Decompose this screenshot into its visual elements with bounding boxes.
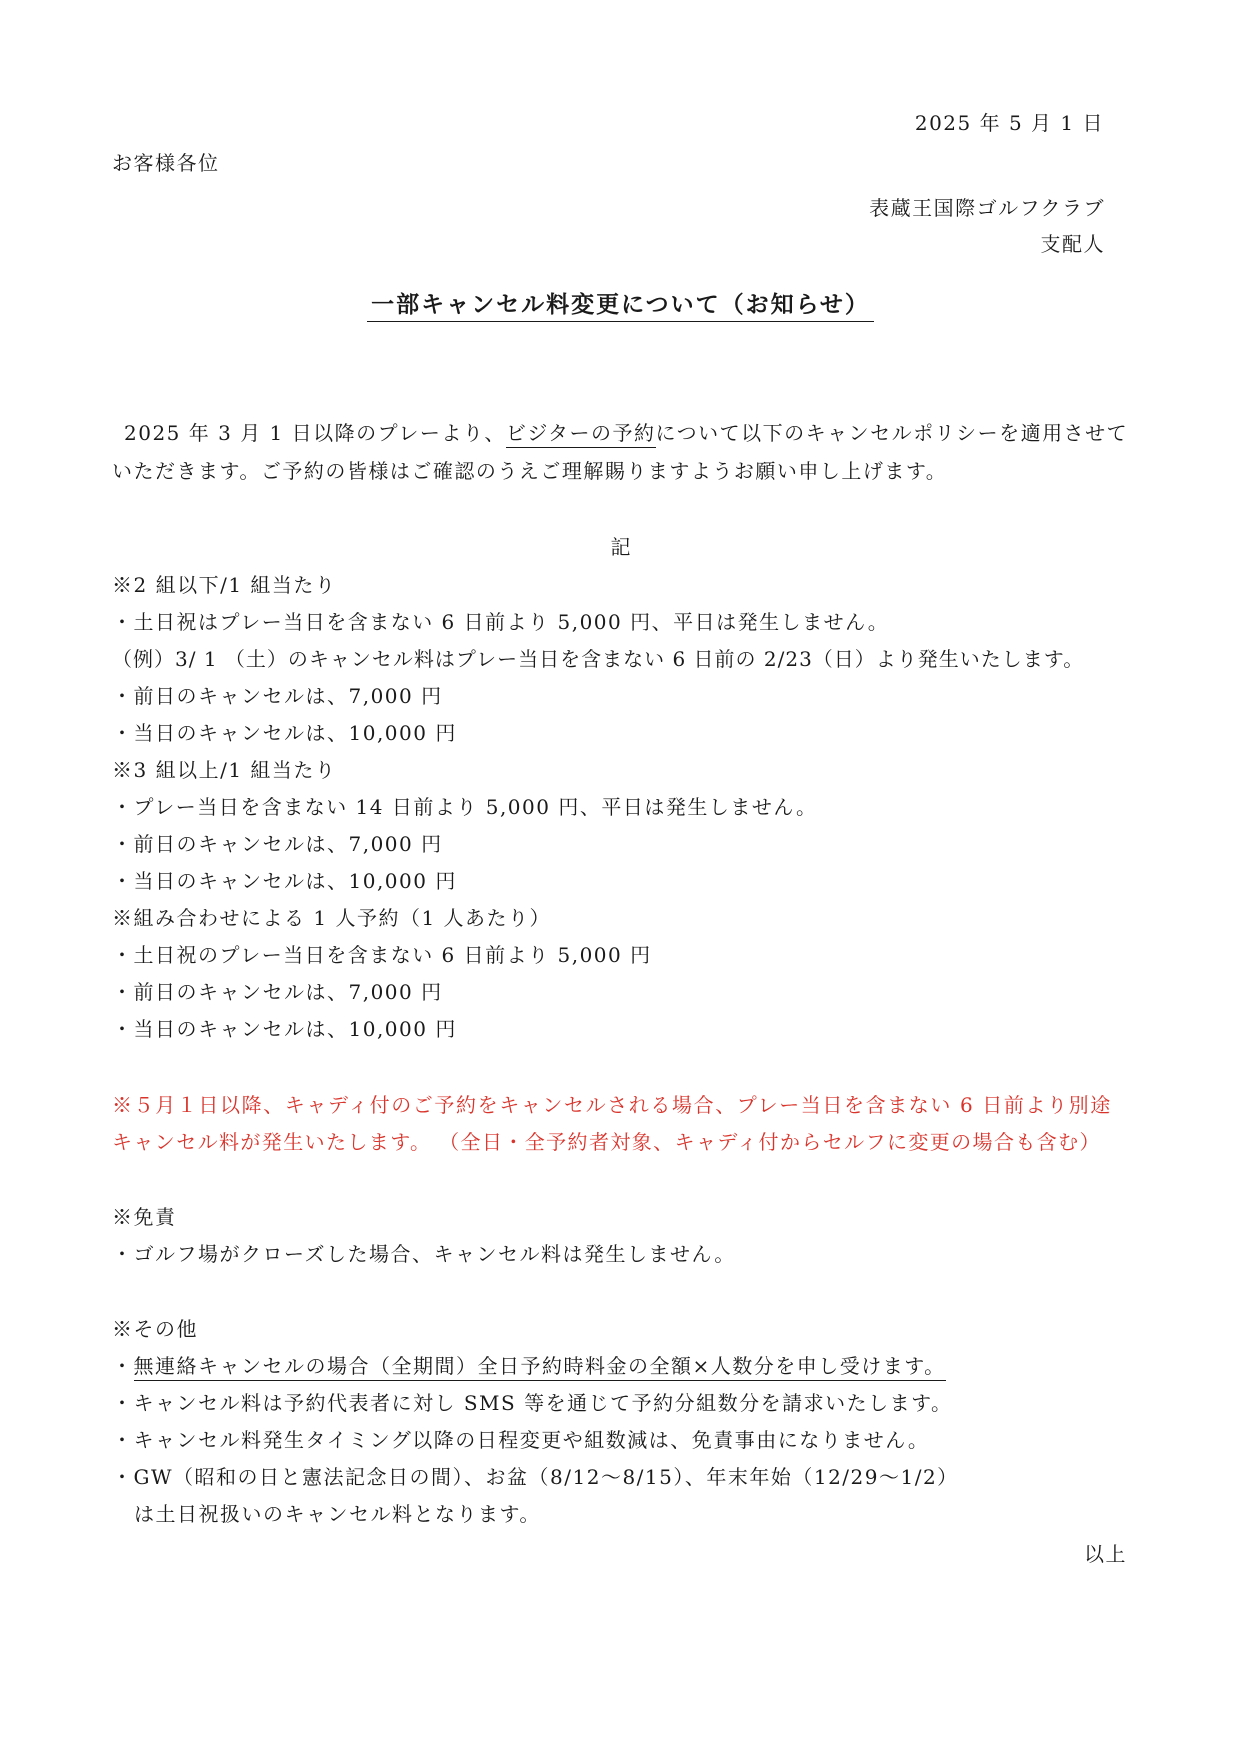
section2-heading: ※3 組以上/1 組当たり <box>112 758 337 782</box>
intro-line-1-suffix: について以下のキャンセルポリシーを適用させて <box>655 421 1129 445</box>
other-line-1-bullet: ・ <box>112 1354 134 1378</box>
intro-line-1-prefix: 2025 年 3 月 1 日以降のプレーより、 <box>124 421 506 445</box>
other-line-3: ・キャンセル料発生タイミング以降の日程変更や組数減は、免責事由になりません。 <box>112 1428 930 1452</box>
sender-organization: 表蔵王国際ゴルフクラブ <box>869 196 1105 220</box>
exemption-heading: ※免責 <box>112 1205 177 1229</box>
recipient: お客様各位 <box>112 151 220 175</box>
section2-line-2: ・前日のキャンセルは、7,000 円 <box>112 832 443 856</box>
document-title <box>0 290 1241 320</box>
section3-line-3: ・当日のキャンセルは、10,000 円 <box>112 1017 457 1041</box>
other-line-1 <box>112 1353 946 1379</box>
other-line-4: ・GW（昭和の日と憲法記念日の間）、お盆（8/12〜8/15）、年末年始（12/29〜1/2） <box>112 1465 959 1489</box>
section3-line-2: ・前日のキャンセルは、7,000 円 <box>112 980 443 1004</box>
section3-heading: ※組み合わせによる 1 人予約（1 人あたり） <box>112 906 552 930</box>
section1-heading: ※2 組以下/1 組当たり <box>112 573 337 597</box>
section1-line-3: ・当日のキャンセルは、10,000 円 <box>112 721 457 745</box>
sender-title: 支配人 <box>1040 232 1105 256</box>
intro-line-1 <box>124 420 1128 446</box>
other-heading: ※その他 <box>112 1317 198 1341</box>
other-line-2: ・キャンセル料は予約代表者に対し SMS 等を通じて予約分組数分を請求いたします。 <box>112 1391 953 1415</box>
ki-mark: 記 <box>610 535 631 559</box>
intro-underlined-visitor-reservation: ビジターの予約 <box>506 421 656 448</box>
document-date: 2025 年 5 月 1 日 <box>914 111 1104 135</box>
section2-line-1: ・プレー当日を含まない 14 日前より 5,000 円、平日は発生しません。 <box>112 795 818 819</box>
no-contact-cancellation-policy: 無連絡キャンセルの場合（全期間）全日予約時料金の全額×人数分を申し受けます。 <box>134 1354 946 1381</box>
other-line-5: は土日祝扱いのキャンセル料となります。 <box>134 1502 541 1526</box>
section3-line-1: ・土日祝のプレー当日を含まない 6 日前より 5,000 円 <box>112 943 652 967</box>
caddie-notice-line-2: キャンセル料が発生いたします。 （全日・全予約者対象、キャディ付からセルフに変更の場合も含む） <box>112 1130 1101 1154</box>
section1-line-2: ・前日のキャンセルは、7,000 円 <box>112 684 443 708</box>
section1-example: （例）3/ 1 （土）のキャンセル料はプレー当日を含まない 6 日前の 2/23（日）より発生いたします。 <box>112 647 1085 671</box>
section2-line-3: ・当日のキャンセルは、10,000 円 <box>112 869 457 893</box>
document-title-text: 一部キャンセル料変更について（お知らせ） <box>367 291 874 322</box>
closing-mark: 以上 <box>1084 1542 1127 1566</box>
section1-line-1: ・土日祝はプレー当日を含まない 6 日前より 5,000 円、平日は発生しません。 <box>112 610 890 634</box>
intro-line-2: いただきます。ご予約の皆様はご確認のうえご理解賜りますようお願い申し上げます。 <box>112 459 948 483</box>
exemption-line-1: ・ゴルフ場がクローズした場合、キャンセル料は発生しません。 <box>112 1242 736 1266</box>
caddie-notice-line-1: ※５月１日以降、キャディ付のご予約をキャンセルされる場合、プレー当日を含まない 6 日前より別途 <box>112 1093 1112 1117</box>
